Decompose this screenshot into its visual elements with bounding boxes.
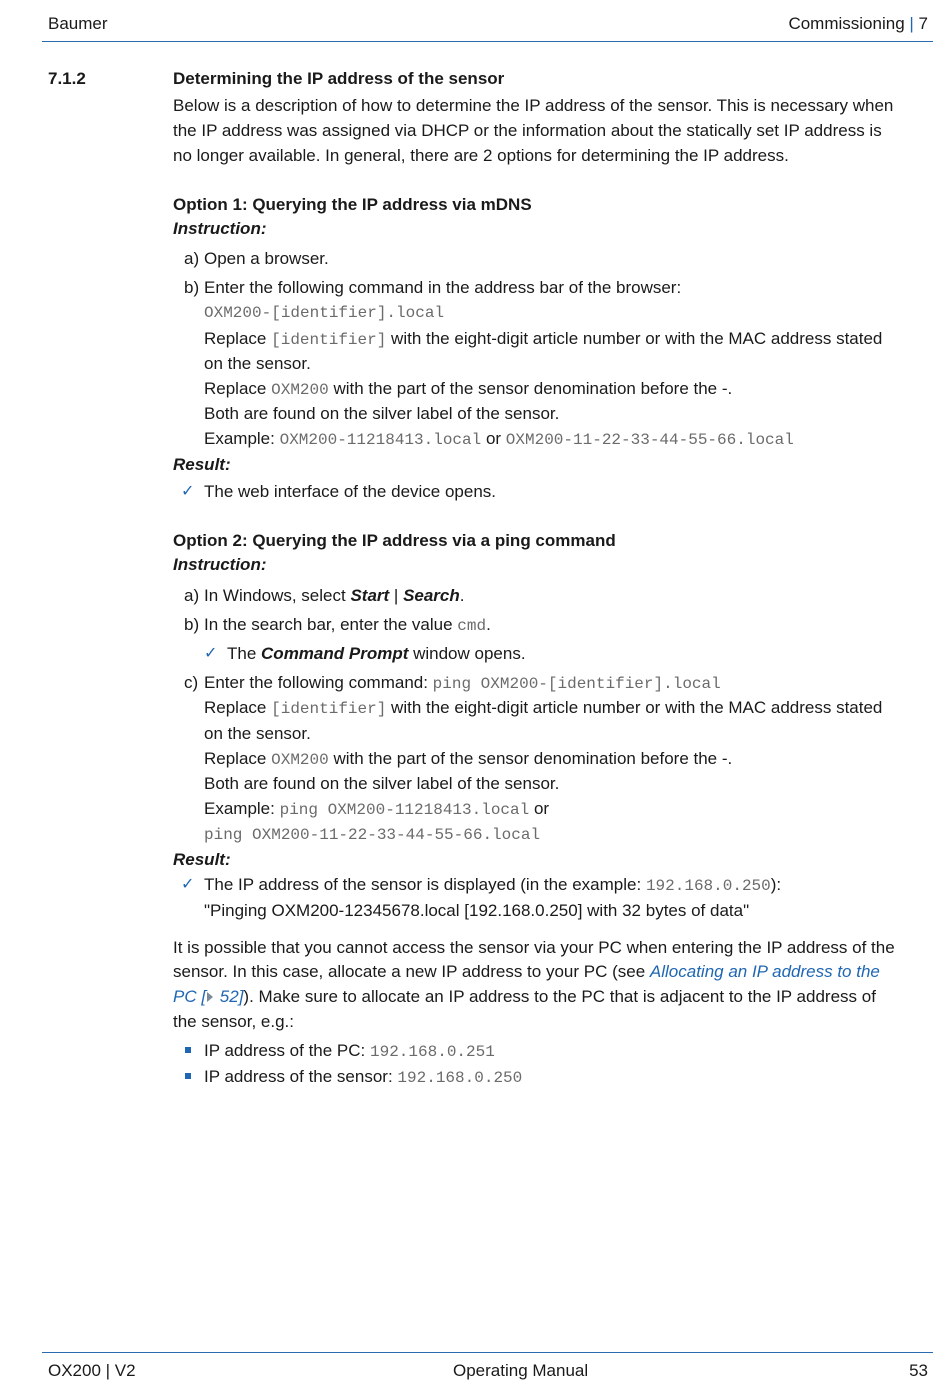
header-company: Baumer [48,14,108,33]
option2-replace1-pre: Replace [204,698,272,717]
closing-line-3-post: ). Make sure to allocate an IP address to the PC that is adjacent to the IP address of [243,987,876,1006]
option2-step-b [204,615,491,636]
option2-both-found: Both are found on the silver label of the sensor. [204,774,560,793]
option2-replace2 [204,749,732,770]
option1-replace1 [204,329,882,350]
header-chapter-number: 7 [918,14,928,33]
closing-line-2 [173,962,880,982]
header-separator: | [904,14,919,33]
bullet-square-icon [185,1073,191,1079]
page-arrow-icon [207,992,213,1002]
option2-step-a-pre: In Windows, select [204,586,351,605]
footer-page-number: 53 [909,1361,928,1380]
option1-step-a-text: Open a browser. [204,249,329,268]
option1-replace2 [204,379,732,400]
option1-step-b-label: b) [184,278,200,297]
option2-replace2-code: OXM200 [271,751,329,769]
option2-step-b-label: b) [184,615,200,634]
bullet-sensor-ip-code: 192.168.0.250 [397,1069,523,1087]
checkmark-icon: ✓ [204,645,218,662]
option2-replace1-cont: on the sensor. [204,724,311,743]
option1-result-text: The web interface of the device opens. [204,482,497,501]
footer-document-title: Operating Manual [453,1361,589,1380]
option1-example-code-2: OXM200-11-22-33-44-55-66.local [505,431,794,449]
cross-reference-link[interactable]: Allocating an IP address to the [649,962,880,981]
option2-step-a-end: . [459,586,465,605]
option1-example-code-1: OXM200-11218413.local [279,431,482,449]
option1-step-b-text: Enter the following command in the address bar of the browser: [204,278,682,297]
header-section-title: Commissioning [788,14,905,33]
option2-step-c-label: c) [184,673,199,692]
closing-line-4: the sensor, e.g.: [173,1012,294,1031]
header-section [788,14,928,34]
option2-result-code: 192.168.0.250 [645,877,771,895]
header-rule [42,41,933,42]
option2-step-a-search: Search [403,586,460,605]
option2-result-pre: The IP address of the sensor is displayed (in the example: [204,875,646,894]
footer-rule [42,1352,933,1353]
option2-result [204,875,781,896]
checkmark-icon: ✓ [181,483,195,500]
option1-example-or: or [481,429,506,448]
bullet-pc-ip-code: 192.168.0.251 [370,1043,495,1061]
option2-step-b-code: cmd [457,617,487,635]
bullet-sensor-ip [204,1067,522,1088]
option2-example-code-1: ping OXM200-11218413.local [279,801,530,819]
intro-line-3: no longer available. In general, there are 2 options for determining the IP address. [173,146,789,165]
option1-title: Option 1: Querying the IP address via mDNS [173,195,532,214]
option1-result-label: Result: [173,455,231,474]
option1-replace2-code: OXM200 [271,381,329,399]
option1-replace2-post: with the part of the sensor denomination before the -. [328,379,733,398]
option2-title: Option 2: Querying the IP address via a ping command [173,531,616,550]
option1-replace1-post: with the eight-digit article number or with the MAC address stated [386,329,883,348]
option2-step-c-pre: Enter the following command: [204,673,433,692]
option2-replace1-code: [identifier] [271,700,387,718]
option2-step-a-start: Start [350,586,390,605]
option1-replace1-cont: on the sensor. [204,354,311,373]
bullet-pc-ip [204,1041,495,1062]
bullet-square-icon [185,1047,191,1053]
option2-result-label: Result: [173,850,231,869]
intro-line-2: the IP address was assigned via DHCP or the information about the statically set IP address is [173,121,882,140]
closing-line-2-pre: sensor. In this case, allocate a new IP address to your PC (see [173,962,650,981]
option2-step-b-end: . [486,615,491,634]
checkmark-icon: ✓ [181,876,195,893]
section-number: 7.1.2 [48,69,86,88]
footer-product: OX200 | V2 [48,1361,136,1380]
closing-line-1: It is possible that you cannot access the sensor via your PC when entering the IP address of the [173,938,895,957]
option2-example-or: or [529,799,550,818]
option1-both-found: Both are found on the silver label of the sensor. [204,404,560,423]
option1-example [204,429,794,450]
option2-replace1-post: with the eight-digit article number or with the MAC address stated [386,698,883,717]
option2-result-post: ): [770,875,782,894]
option2-replace2-pre: Replace [204,749,272,768]
option2-replace2-post: with the part of the sensor denomination before the -. [328,749,733,768]
option2-example [204,799,549,820]
option1-step-a-label: a) [184,249,200,268]
option2-sub-result-bold: Command Prompt [261,644,409,663]
option2-step-a-sep: | [389,586,404,605]
bullet-pc-ip-label: IP address of the PC: [204,1041,370,1060]
cross-reference-page[interactable]: 52] [215,987,244,1006]
option2-step-c-code: ping OXM200-[identifier].local [432,675,721,693]
option1-replace1-code: [identifier] [271,331,387,349]
cross-reference-link-cont[interactable]: PC [ [173,987,207,1006]
option2-result-quote: "Pinging OXM200-12345678.local [192.168.0.250] with 32 bytes of data" [204,901,750,920]
option2-replace1 [204,698,882,719]
option2-step-c [204,673,721,694]
option2-step-b-pre: In the search bar, enter the value [204,615,458,634]
option1-example-label: Example: [204,429,280,448]
option2-step-a [204,586,465,606]
option2-step-a-label: a) [184,586,200,605]
option2-example-label: Example: [204,799,280,818]
section-title: Determining the IP address of the sensor [173,69,505,88]
option2-sub-result-pre: The [227,644,262,663]
closing-line-3 [173,987,876,1007]
intro-line-1: Below is a description of how to determine the IP address of the sensor. This is necessary when [173,96,894,115]
option1-replace1-pre: Replace [204,329,272,348]
option2-instruction-label: Instruction: [173,555,267,574]
option2-sub-result [227,644,526,664]
option2-sub-result-post: window opens. [408,644,526,663]
bullet-sensor-ip-label: IP address of the sensor: [204,1067,398,1086]
option1-command: OXM200-[identifier].local [204,304,445,322]
option1-instruction-label: Instruction: [173,219,267,238]
option2-example-code-2: ping OXM200-11-22-33-44-55-66.local [204,826,541,844]
option1-replace2-pre: Replace [204,379,272,398]
